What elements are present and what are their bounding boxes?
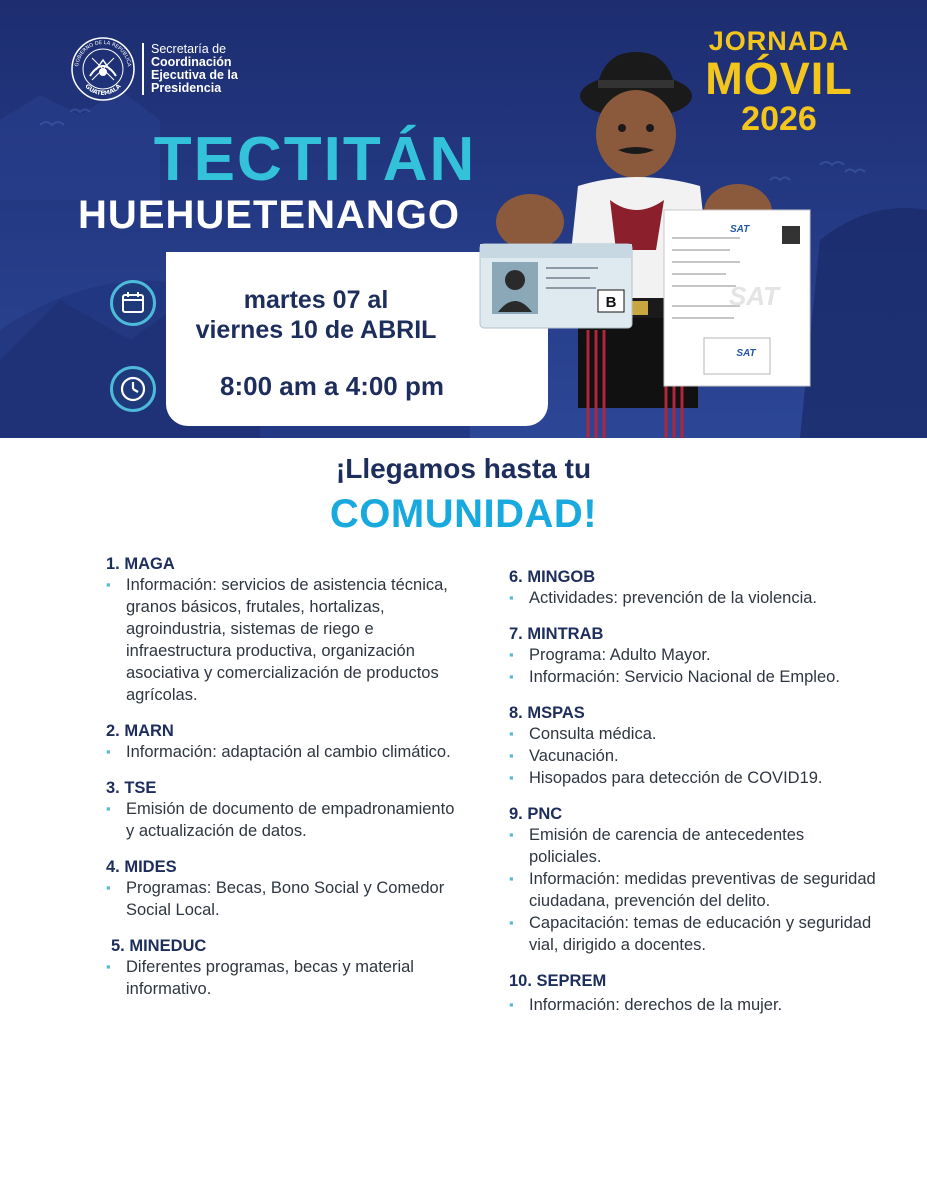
service-title: 10. SEPREM	[509, 972, 607, 990]
logo-divider	[142, 43, 144, 95]
bullet-icon: ▪	[106, 801, 111, 816]
service-item-text: Vacunación.	[529, 747, 619, 765]
town-name: TECTITÁN	[153, 125, 477, 194]
clock-icon	[110, 366, 156, 412]
service-section	[106, 936, 466, 1000]
service-item-text: Diferentes programas, becas y material informativo.	[126, 958, 414, 998]
sat-logo-top: SAT	[730, 224, 750, 235]
government-logo	[70, 36, 238, 102]
service-item	[509, 824, 879, 868]
header-banner	[0, 0, 927, 438]
bullet-icon: ▪	[106, 744, 111, 759]
seal-text-bottom: GUATEMALA	[83, 82, 123, 98]
service-title: 9. PNC	[509, 805, 563, 823]
service-item-text: Información: servicios de asistencia técnica, granos básicos, frutales, hortalizas, agroindustria, sistemas de riego e infraestructura productiva, organización asociativa y comercialización de productos agrícolas.	[126, 576, 448, 704]
service-item-text: Consulta médica.	[529, 725, 657, 743]
service-title: 1. MAGA	[106, 555, 175, 573]
event-title-line-1: JORNADA	[708, 26, 850, 56]
service-title: 4. MIDES	[106, 858, 177, 876]
sat-logo-small: SAT	[736, 348, 756, 359]
id-card-letter: B	[605, 294, 617, 311]
mascot-illustration	[470, 50, 927, 438]
service-title: 8. MSPAS	[509, 704, 585, 722]
bullet-icon: ▪	[509, 748, 514, 763]
service-section	[509, 567, 879, 609]
tagline: ¡Llegamos hasta tu	[335, 453, 592, 484]
service-item	[106, 956, 466, 1000]
service-item-text: Información: adaptación al cambio climático.	[126, 743, 451, 761]
bullet-icon: ▪	[509, 647, 514, 662]
bullet-icon: ▪	[509, 669, 514, 684]
service-section	[106, 554, 466, 706]
service-item	[106, 574, 466, 706]
bullet-icon: ▪	[106, 880, 111, 895]
service-title: 2. MARN	[106, 722, 174, 740]
services-list-left	[106, 554, 466, 1015]
service-item-text: Programas: Becas, Bono Social y Comedor Social Local.	[126, 879, 445, 919]
service-item-text: Emisión de documento de empadronamiento y actualización de datos.	[126, 800, 455, 840]
service-item	[509, 767, 879, 789]
service-section	[106, 778, 466, 842]
service-section	[509, 703, 879, 789]
bullet-icon: ▪	[509, 726, 514, 741]
time-range: 8:00 am a 4:00 pm	[219, 371, 444, 401]
service-item-text: Capacitación: temas de educación y seguridad vial, dirigido a docentes.	[529, 914, 872, 954]
service-item-text: Información: Servicio Nacional de Empleo.	[529, 668, 840, 686]
logo-line-4: Presidencia	[151, 81, 222, 95]
service-item-text: Emisión de carencia de antecedentes policiales.	[529, 826, 805, 866]
bullet-icon: ▪	[509, 997, 514, 1012]
sat-watermark: SAT	[728, 281, 780, 311]
calendar-icon	[110, 280, 156, 326]
service-section	[509, 971, 879, 1016]
service-item	[106, 741, 466, 763]
service-item	[509, 723, 879, 745]
bullet-icon: ▪	[106, 959, 111, 974]
logo-line-2: Coordinación	[151, 55, 232, 69]
service-section	[106, 857, 466, 921]
service-title: 6. MINGOB	[509, 568, 596, 586]
id-card	[480, 244, 632, 328]
service-item-text: Actividades: prevención de la violencia.	[529, 589, 818, 607]
service-item-text: Información: medidas preventivas de seguridad ciudadana, prevención del delito.	[529, 870, 876, 910]
service-item-text: Información: derechos de la mujer.	[529, 996, 783, 1014]
service-section	[106, 721, 466, 763]
service-item	[509, 994, 879, 1016]
service-item-text: Hisopados para detección de COVID19.	[529, 769, 823, 787]
service-item	[106, 798, 466, 842]
service-item	[509, 745, 879, 767]
bullet-icon: ▪	[509, 915, 514, 930]
bullet-icon: ▪	[509, 827, 514, 842]
logo-text	[151, 43, 238, 95]
service-item	[509, 868, 879, 912]
seal-text-top: GOBIERNO DE LA REPÚBLICA	[74, 39, 132, 68]
service-item	[509, 912, 879, 956]
service-item	[509, 644, 879, 666]
bullet-icon: ▪	[509, 770, 514, 785]
service-title: 3. TSE	[106, 779, 157, 797]
bullet-icon: ▪	[509, 590, 514, 605]
department-name: HUEHUETENANGO	[78, 193, 460, 237]
event-year: 2026	[741, 100, 817, 138]
bullet-icon: ▪	[509, 871, 514, 886]
service-title: 5. MINEDUC	[111, 937, 207, 955]
service-item	[509, 666, 879, 688]
service-item	[509, 587, 879, 609]
bullet-icon: ▪	[106, 577, 111, 592]
service-section	[509, 624, 879, 688]
service-section	[509, 804, 879, 956]
logo-line-3: Ejecutiva de la	[151, 68, 238, 82]
service-title: 7. MINTRAB	[509, 625, 604, 643]
tagline-emphasis: COMUNIDAD!	[329, 492, 598, 536]
date-line-1: martes 07 al	[243, 286, 389, 314]
service-item	[106, 877, 466, 921]
date-line-2: viernes 10 de ABRIL	[195, 316, 437, 344]
guatemala-seal-icon	[70, 36, 136, 102]
event-title-line-2: MÓVIL	[705, 53, 853, 104]
sat-document	[664, 210, 810, 386]
services-list-right	[509, 567, 879, 1031]
service-item-text: Programa: Adulto Mayor.	[529, 646, 711, 664]
logo-line-1: Secretaría de	[151, 42, 227, 56]
